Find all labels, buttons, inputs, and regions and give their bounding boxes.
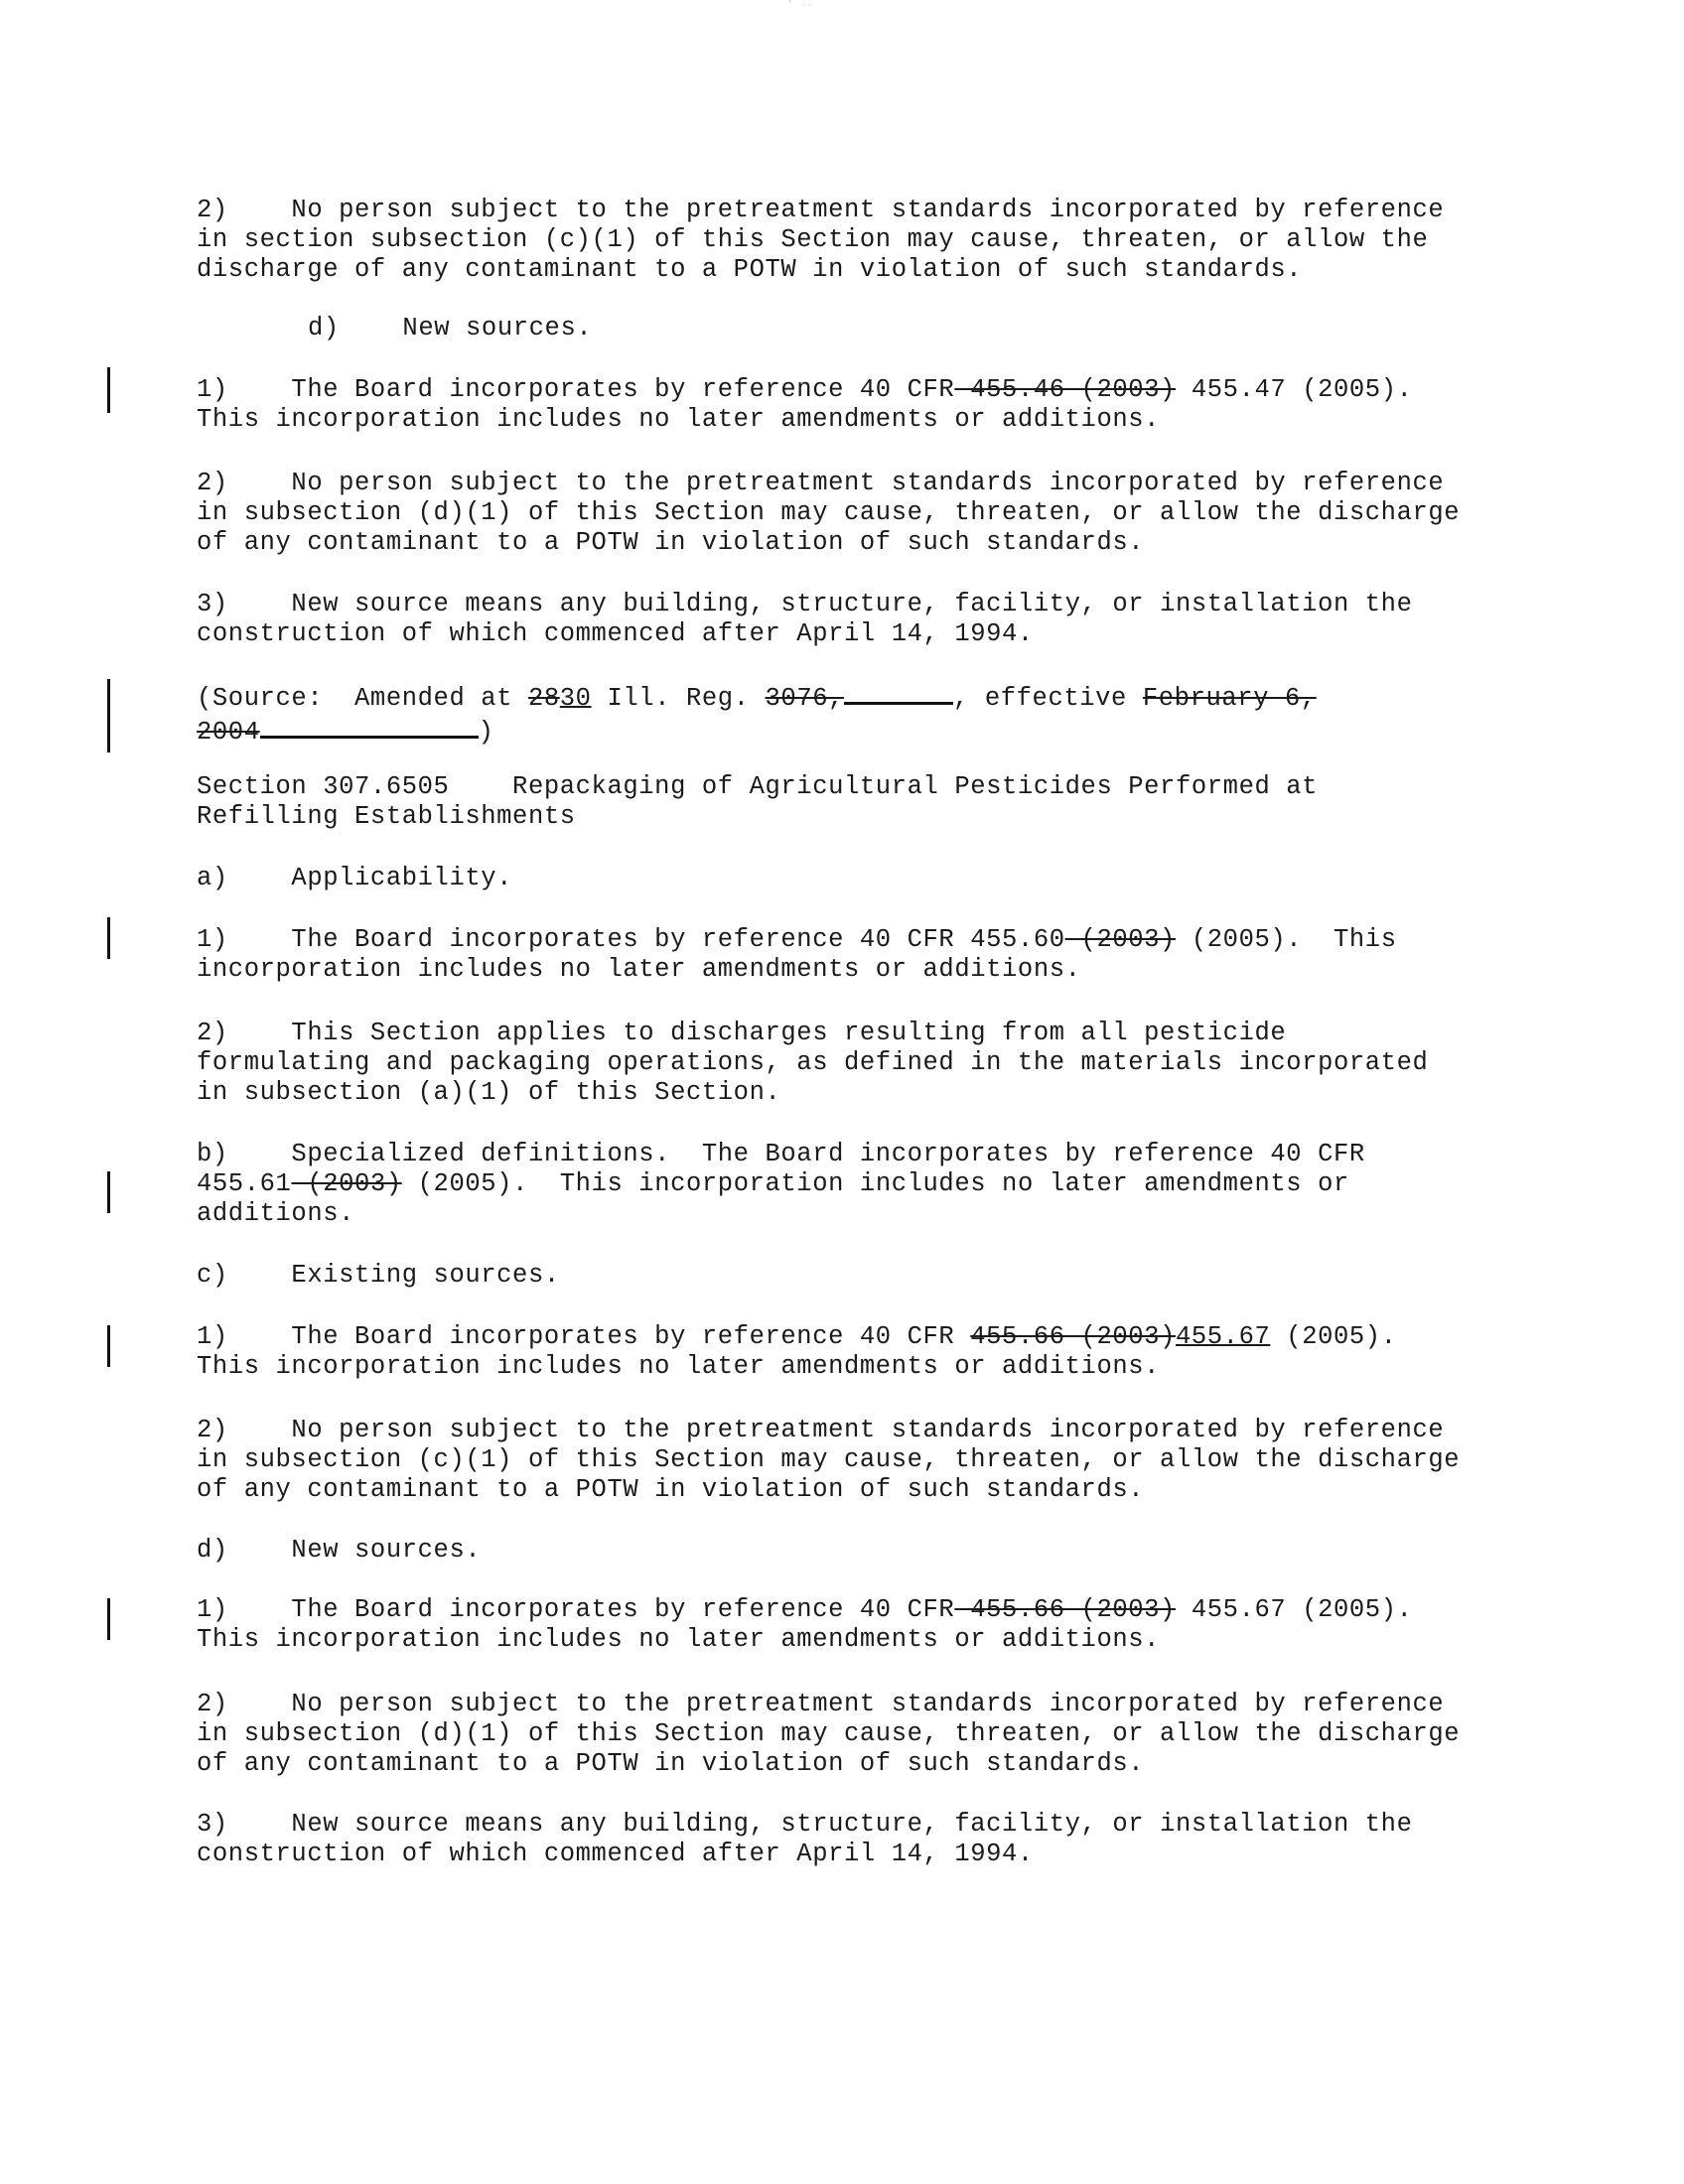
paragraph-d1 xyxy=(197,375,1413,435)
blank-fill-line xyxy=(844,680,953,705)
paragraph-c2 xyxy=(197,196,1444,285)
text-line: of any contaminant to a POTW in violation of such standards. xyxy=(197,528,1145,557)
paragraph-c2-second xyxy=(197,1416,1460,1505)
text-line: b) Specialized definitions. The Board incorporates by reference 40 CFR xyxy=(197,1140,1365,1168)
text-line: construction of which commenced after April 14, 1994. xyxy=(197,1840,1034,1868)
text-segment: Ill. Reg. xyxy=(591,684,766,713)
text-line: 3) New source means any building, structure, facility, or installation the xyxy=(197,590,1413,618)
subsection-heading-a: a) Applicability. xyxy=(197,864,513,892)
text-line: Section 307.6505 Repackaging of Agricultural Pesticides Performed at xyxy=(197,772,1319,801)
text-line: of any contaminant to a POTW in violation of such standards. xyxy=(197,1749,1145,1778)
text-line: construction of which commenced after April 14, 1994. xyxy=(197,619,1034,648)
paragraph-a2 xyxy=(197,1019,1428,1108)
text-line: discharge of any contaminant to a POTW in violation of such standards. xyxy=(197,255,1303,284)
text-line: in subsection (d)(1) of this Section may cause, threaten, or allow the discharge xyxy=(197,498,1461,527)
text-segment: 455.67 (2005). xyxy=(1175,1595,1413,1624)
text-segment: 1) The Board incorporates by reference 40 CFR xyxy=(197,1595,955,1624)
paragraph-d3 xyxy=(197,590,1413,649)
text-segment: 1) The Board incorporates by reference 40 CFR xyxy=(197,1322,971,1351)
deleted-text: 455.46 (2003) xyxy=(954,375,1176,404)
deleted-text: 455.66 (2003) xyxy=(970,1322,1176,1351)
text-line: This incorporation includes no later amendments or additions. xyxy=(197,1352,1161,1381)
blank-fill-line xyxy=(260,714,479,739)
deleted-text: 3076, xyxy=(765,684,845,713)
text-line: This incorporation includes no later amendments or additions. xyxy=(197,1625,1161,1654)
text-segment: 455.61 xyxy=(197,1169,292,1198)
text-line: of any contaminant to a POTW in violation of such standards. xyxy=(197,1475,1145,1504)
source-note xyxy=(197,680,1317,748)
deleted-text: (2003) xyxy=(1064,925,1176,954)
text-segment: (2005). xyxy=(1270,1322,1397,1351)
change-bar xyxy=(107,1171,110,1213)
change-bar xyxy=(107,367,110,413)
change-bar xyxy=(107,1598,110,1640)
text-line: 2) No person subject to the pretreatment standards incorporated by reference xyxy=(197,196,1445,224)
paragraph-a1 xyxy=(197,925,1397,985)
deleted-text: 28 xyxy=(527,684,560,713)
subsection-heading-d-second: d) New sources. xyxy=(197,1536,482,1565)
paragraph-d2 xyxy=(197,469,1460,558)
text-line: formulating and packaging operations, as defined in the materials incorporated xyxy=(197,1048,1429,1077)
text-line: in subsection (d)(1) of this Section may cause, threaten, or allow the discharge xyxy=(197,1719,1461,1748)
text-segment: 1) The Board incorporates by reference 40 CFR xyxy=(197,375,955,404)
paragraph-d1-second xyxy=(197,1595,1413,1655)
text-segment: 455.47 (2005). xyxy=(1175,375,1413,404)
text-line: 3) New source means any building, structure, facility, or installation the xyxy=(197,1810,1413,1839)
inserted-text: 455.67 xyxy=(1175,1322,1271,1351)
text-line: 2) No person subject to the pretreatment standards incorporated by reference xyxy=(197,469,1445,497)
text-segment: 1) The Board incorporates by reference 40 CFR 455.60 xyxy=(197,925,1065,954)
text-line: in subsection (a)(1) of this Section. xyxy=(197,1078,781,1107)
subsection-heading-d: d) New sources. xyxy=(308,314,593,342)
text-line: This incorporation includes no later amendments or additions. xyxy=(197,405,1161,434)
text-line: additions. xyxy=(197,1199,355,1228)
change-bar xyxy=(107,1325,110,1367)
text-segment: (2005). This xyxy=(1175,925,1397,954)
change-bar xyxy=(107,679,110,752)
text-line: Refilling Establishments xyxy=(197,802,576,831)
paragraph-d2-second xyxy=(197,1690,1460,1779)
text-line: incorporation includes no later amendments or additions. xyxy=(197,955,1081,984)
deleted-text: February 6, xyxy=(1142,684,1317,713)
deleted-text: 2004 xyxy=(197,718,260,747)
text-line: in section subsection (c)(1) of this Section may cause, threaten, or allow the xyxy=(197,225,1429,254)
text-line: 2) No person subject to the pretreatment standards incorporated by reference xyxy=(197,1690,1445,1718)
inserted-text: 30 xyxy=(559,684,592,713)
text-line: 2) This Section applies to discharges resulting from all pesticide xyxy=(197,1019,1287,1047)
text-segment: (2005). This incorporation includes no later amendments or xyxy=(401,1169,1349,1198)
text-line: 2) No person subject to the pretreatment standards incorporated by reference xyxy=(197,1416,1445,1444)
text-segment: , effective xyxy=(953,684,1143,713)
text-line: in subsection (c)(1) of this Section may cause, threaten, or allow the discharge xyxy=(197,1445,1461,1474)
change-bar xyxy=(107,917,110,959)
subsection-heading-c: c) Existing sources. xyxy=(197,1261,560,1290)
paragraph-d3-second xyxy=(197,1810,1413,1869)
text-segment: (Source: Amended at xyxy=(197,684,528,713)
page-mark: ' .. xyxy=(787,0,815,9)
paragraph-b xyxy=(197,1140,1365,1229)
deleted-text: (2003) xyxy=(291,1169,402,1198)
section-heading xyxy=(197,772,1318,832)
deleted-text: 455.66 (2003) xyxy=(954,1595,1176,1624)
paragraph-c1 xyxy=(197,1322,1397,1382)
text-segment: ) xyxy=(478,718,494,747)
